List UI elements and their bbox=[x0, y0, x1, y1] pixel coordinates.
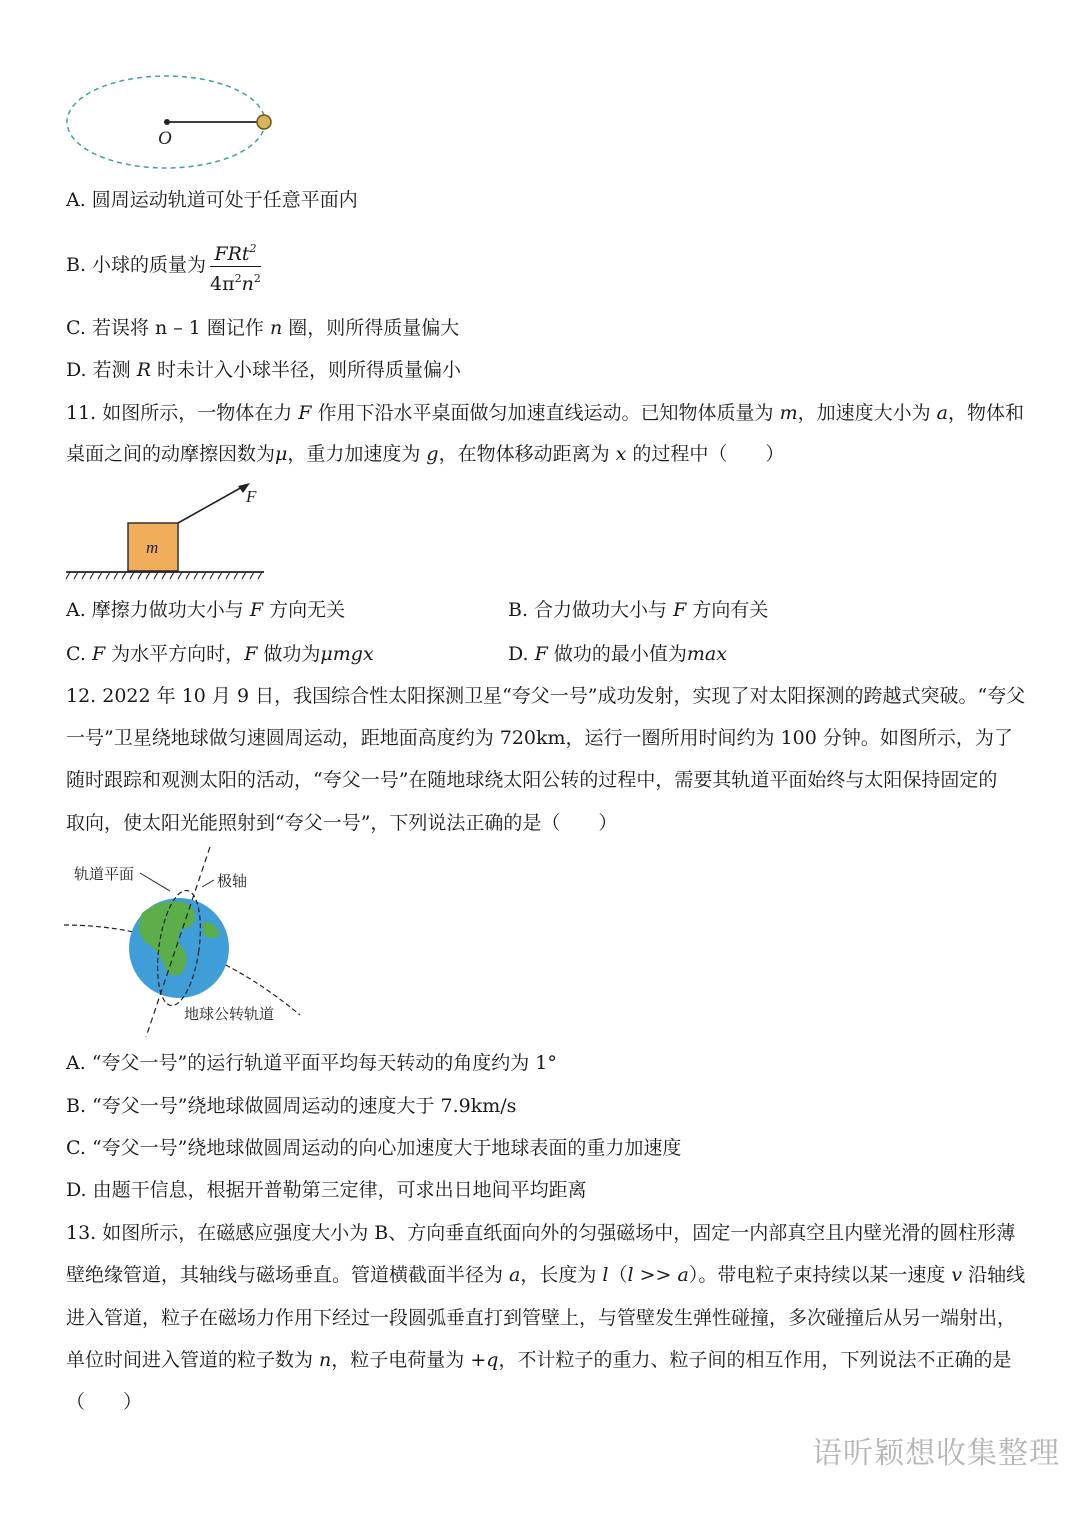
block-force-figure bbox=[62, 478, 272, 583]
q10-option-b-prefix: B. 小球的质量为 bbox=[66, 254, 207, 276]
q12-stem-line1: 12. 2022 年 10 月 9 日，我国综合性太阳探测卫星“夸父一号”成功发射，实现了对太阳探测的跨越式突破。“夸父 bbox=[66, 685, 1026, 707]
q11-stem-line1: 11. 如图所示，一物体在力 F 作用下沿水平桌面做匀加速直线运动。已知物体质量为 m，加速度大小为 a，物体和 bbox=[66, 402, 1024, 424]
revolution-orbit-label: 地球公转轨道 bbox=[184, 1005, 275, 1023]
orbit-center-label: O bbox=[158, 128, 172, 149]
ground-hatch bbox=[66, 572, 262, 579]
q12-option-a: A. “夸父一号”的运行轨道平面平均每天转动的角度约为 1° bbox=[66, 1052, 557, 1074]
q13-stem-line5: （ ） bbox=[66, 1391, 143, 1413]
q10-option-a: A. 圆周运动轨道可处于任意平面内 bbox=[66, 189, 358, 211]
ball bbox=[257, 115, 271, 129]
earth-figure bbox=[62, 845, 312, 1040]
q11-option-a: A. 摩擦力做功大小与 F 方向无关 bbox=[66, 599, 346, 621]
orbit-figure bbox=[60, 70, 280, 180]
q10-option-b bbox=[66, 236, 261, 295]
q11-option-d: D. F 做功的最小值为max bbox=[508, 643, 727, 665]
q12-stem-line2: 一号”卫星绕地球做匀速圆周运动，距地面高度约为 720km，运行一圈所用时间约为 100 分钟。如图所示，为了 bbox=[66, 727, 1013, 749]
q12-stem-line4: 取向，使太阳光能照射到“夸父一号”，下列说法正确的是（ ） bbox=[66, 812, 618, 834]
watermark: 语听颖想收集整理 bbox=[812, 1436, 1060, 1471]
fraction-numerator: FRt bbox=[214, 242, 250, 265]
force-arrow-line bbox=[178, 486, 244, 523]
q13-stem-line4: 单位时间进入管道的粒子数为 n，粒子电荷量为 +q，不计粒子的重力、粒子间的相互作用，下列说法不正确的是 bbox=[66, 1349, 1012, 1371]
orbit-center-dot bbox=[164, 119, 170, 125]
q11-option-b: B. 合力做功大小与 F 方向有关 bbox=[508, 599, 769, 621]
polar-axis-pointer bbox=[202, 880, 214, 887]
polar-axis-label: 极轴 bbox=[217, 872, 248, 890]
q11-stem-line2: 桌面之间的动摩擦因数为μ，重力加速度为 g，在物体移动距离为 x 的过程中（ ） bbox=[66, 443, 785, 465]
q12-option-d: D. 由题干信息，根据开普勒第三定律，可求出日地间平均距离 bbox=[66, 1179, 587, 1201]
q10-option-d: D. 若测 R 时未计入小球半径，则所得质量偏小 bbox=[66, 359, 462, 381]
q11-option-c: C. F 为水平方向时，F 做功为μmgx bbox=[66, 643, 374, 665]
q13-stem-line3: 进入管道，粒子在磁场力作用下经过一段圆弧垂直打到管壁上，与管壁发生弹性碰撞，多次碰撞后从另一端射出， bbox=[66, 1307, 1017, 1329]
q10-mass-fraction: $\frac{FRt^2}{4\pi^2n^2}$ bbox=[210, 238, 261, 295]
q12-stem-line3: 随时跟踪和观测太阳的活动，“夸父一号”在随地球绕太阳公转的过程中，需要其轨道平面始终与太阳保持固定的 bbox=[66, 769, 998, 791]
block-mass-label: m bbox=[146, 538, 159, 557]
q13-stem-line2: 壁绝缘管道，其轴线与磁场垂直。管道横截面半径为 a，长度为 l（l >> a）。带电粒子束持续以某一速度 v 沿轴线 bbox=[66, 1264, 1026, 1286]
q12-option-c: C. “夸父一号”绕地球做圆周运动的向心加速度大于地球表面的重力加速度 bbox=[66, 1137, 682, 1159]
orbit-plane-label: 轨道平面 bbox=[74, 865, 135, 883]
orbit-plane-pointer bbox=[140, 873, 170, 891]
force-label: F bbox=[246, 487, 257, 506]
q13-stem-line1: 13. 如图所示，在磁感应强度大小为 B、方向垂直纸面向外的匀强磁场中，固定一内部真空且内壁光滑的圆柱形薄 bbox=[66, 1222, 1016, 1244]
q10-option-c: C. 若误将 n – 1 圈记作 n 圈，则所得质量偏大 bbox=[66, 317, 460, 339]
q12-option-b: B. “夸父一号”绕地球做圆周运动的速度大于 7.9km/s bbox=[66, 1095, 517, 1117]
